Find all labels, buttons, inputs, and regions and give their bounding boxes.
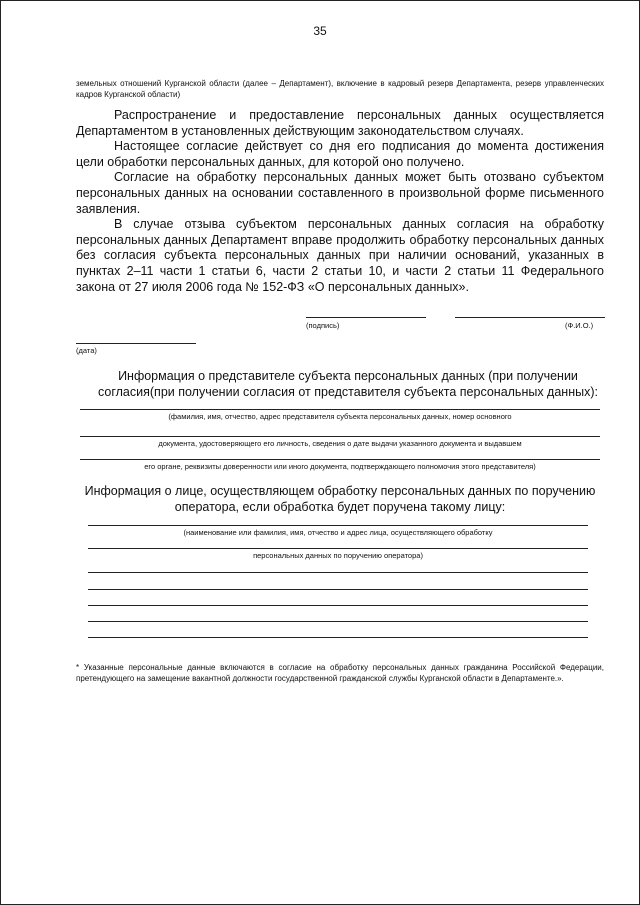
representative-line-3 [80,459,600,460]
operator-line-7 [88,637,588,638]
paragraph-validity: Настоящее согласие действует со дня его подписания до момента достижения цели обработки персональных данных, для которой оно получено. [76,139,604,169]
top-paragraph: земельных отношений Курганской области (далее – Департамент), включение в кадровый резерв Департамента, резерв управленческих кадров Курганской области) [76,79,604,99]
footnote: * Указанные персональные данные включаются в согласие на обработку персональных данных гражданина Российской Федерации, претендующего на замещение вакантной должности государственной гражданской службы Курганской области в Департаменте.». [76,663,604,683]
representative-caption-2: документа, удостоверяющего его личность, сведения о дате выдачи указанного документа и выдавшем [158,439,522,448]
signature-line [306,317,426,318]
operator-line-4 [88,589,588,590]
fio-line [455,317,605,318]
operator-caption-2: персональных данных по поручению оператора) [253,551,423,560]
signature-caption: (подпись) [306,321,340,330]
date-caption: (дата) [76,346,97,355]
operator-heading: Информация о лице, осуществляющем обработку персональных данных по поручению оператора, если обработка будет поручена такому лицу: [84,484,596,514]
representative-caption-3: его органе, реквизиты доверенности или иного документа, подтверждающего полномочия этого представителя) [144,462,536,471]
representative-line-1 [80,409,600,410]
operator-line-1 [88,525,588,526]
operator-line-6 [88,621,588,622]
operator-caption-1: (наименование или фамилия, имя, отчество и адрес лица, осуществляющего обработку [183,528,493,537]
operator-line-5 [88,605,588,606]
paragraph-distribution: Распространение и предоставление персональных данных осуществляется Департаментом в установленных действующим законодательством случаях. [76,108,604,138]
page-number: 35 [313,24,327,38]
consent-body [76,108,604,295]
operator-line-2 [88,548,588,549]
representative-line-2 [80,436,600,437]
date-line [76,343,196,344]
operator-line-3 [88,572,588,573]
paragraph-continuation: В случае отзыва субъектом персональных данных согласия на обработку персональных данных Департамент вправе продолжить обработку персональных данных без согласия субъекта персональных данных при наличии оснований, указанных в пунктах 2–11 части 1 статьи 6, части 2 статьи 10, и части 2 статьи 11 Федерального закона от 27 июля 2006 года № 152-ФЗ «О персональных данных». [76,217,604,294]
fio-caption: (Ф.И.О.) [565,321,594,330]
representative-heading: Информация о представителе субъекта персональных данных (при получении согласия(при получении согласия от представителя субъекта персональных данных): [98,369,598,399]
representative-caption-1: (фамилия, имя, отчество, адрес представителя субъекта персональных данных, номер основного [168,412,512,421]
paragraph-revocation: Согласие на обработку персональных данных может быть отозвано субъектом персональных данных на основании составленного в произвольной форме письменного заявления. [76,170,604,216]
